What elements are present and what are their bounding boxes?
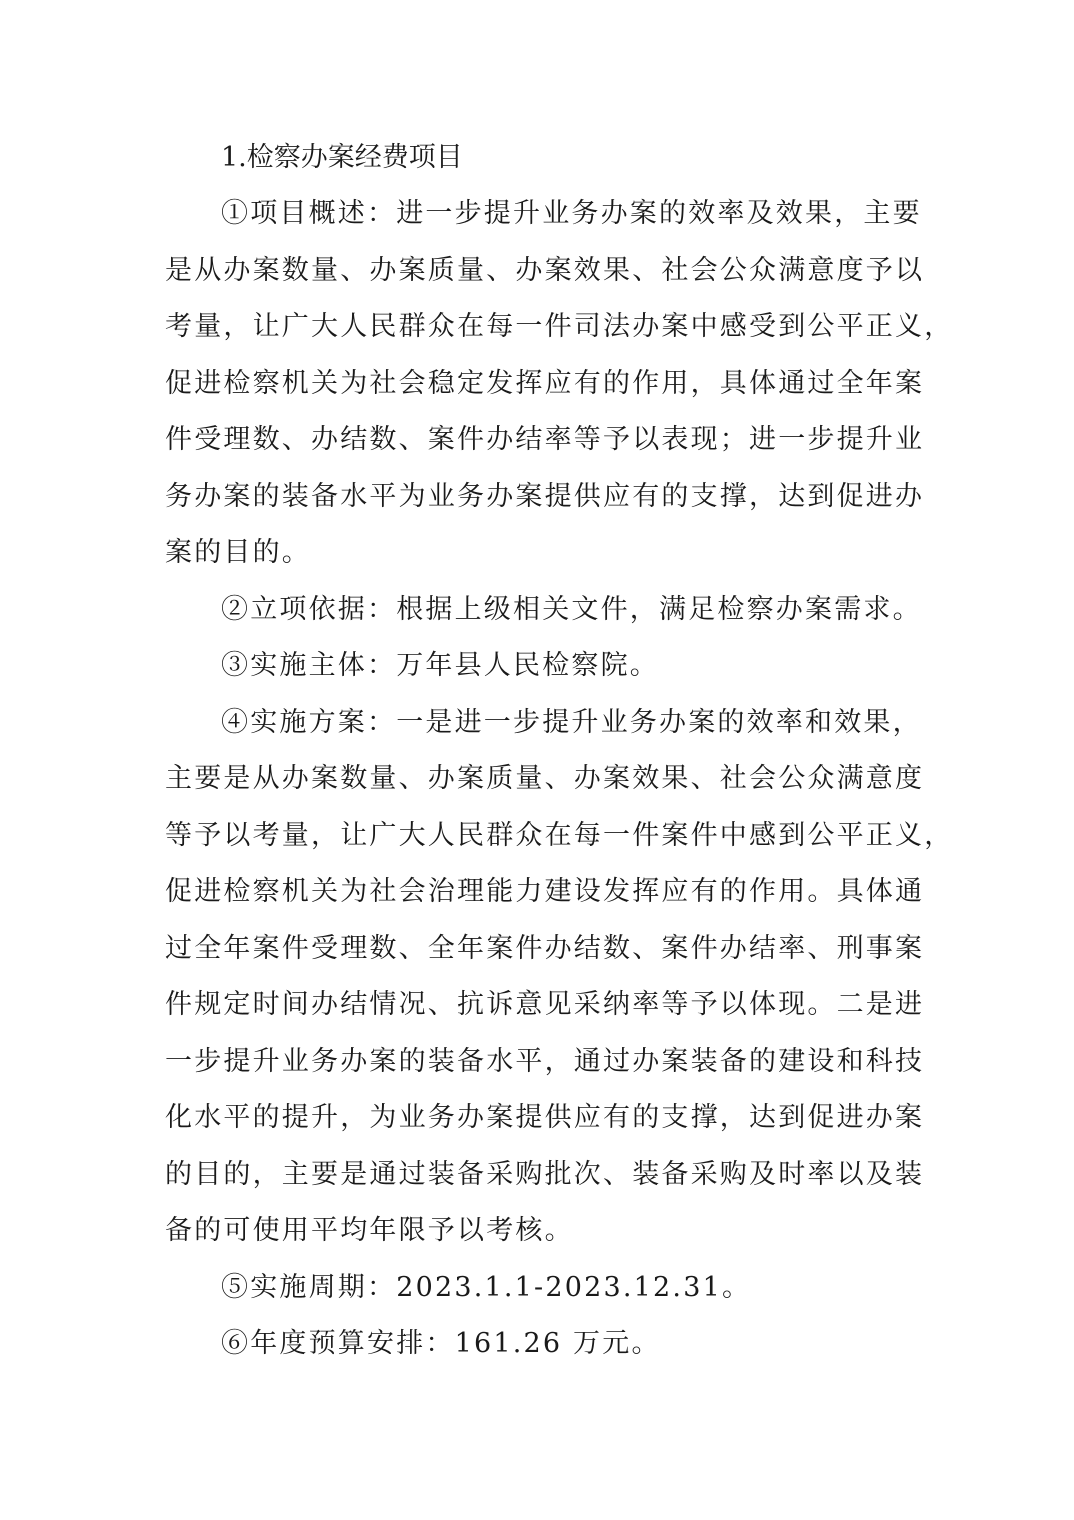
text-line: 过全年案件受理数、全年案件办结数、案件办结率、刑事案	[165, 932, 925, 964]
text-line: 的目的，主要是通过装备采购批次、装备采购及时率以及装	[165, 1158, 925, 1190]
document-body	[165, 130, 954, 1373]
text-line: ②立项依据：根据上级相关文件，满足检察办案需求。	[221, 593, 922, 625]
paragraph-period	[165, 1260, 925, 1317]
text-line: ③实施主体：万年县人民检察院。	[221, 650, 659, 681]
text-line: 主要是从办案数量、办案质量、办案效果、社会公众满意度	[165, 763, 925, 794]
paragraph-overview	[165, 186, 954, 582]
text-line: ④实施方案：一是进一步提升业务办案的效率和效果，	[221, 706, 922, 738]
paragraph-budget	[165, 1316, 925, 1373]
text-line: 是从办案数量、办案质量、办案效果、社会公众满意度予以	[165, 254, 925, 286]
text-line: 件受理数、办结数、案件办结率等予以表现；进一步提升业	[165, 424, 925, 455]
text-line: 促进检察机关为社会治理能力建设发挥应有的作用。具体通	[165, 876, 925, 907]
text-line: 促进检察机关为社会稳定发挥应有的作用，具体通过全年案	[165, 367, 925, 399]
text-line: ⑥年度预算安排：161.26 万元。	[221, 1328, 661, 1359]
text-line: 化水平的提升，为业务办案提供应有的支撑，达到促进办案	[165, 1102, 925, 1133]
text-line: 考量，让广大人民群众在每一件司法办案中感受到公平正义，	[165, 311, 954, 342]
text-line: 一步提升业务办案的装备水平，通过办案装备的建设和科技	[165, 1045, 925, 1077]
paragraph-plan	[165, 695, 954, 1260]
text-line: ⑤实施周期：2023.1.1-2023.12.31。	[221, 1271, 752, 1303]
text-line: 务办案的装备水平为业务办案提供应有的支撑，达到促进办	[165, 480, 925, 512]
text-line: 等予以考量，让广大人民群众在每一件案件中感到公平正义，	[165, 819, 954, 851]
paragraph-basis	[165, 582, 925, 639]
text-line: 案的目的。	[165, 537, 311, 568]
text-line: 件规定时间办结情况、抗诉意见采纳率等予以体现。二是进	[165, 989, 925, 1020]
text-line: 备的可使用平均年限予以考核。	[165, 1215, 574, 1246]
text-line: ①项目概述：进一步提升业务办案的效率及效果，主要	[221, 198, 922, 229]
paragraph-implementer	[165, 638, 925, 695]
section-heading: 1.检察办案经费项目	[221, 142, 463, 173]
